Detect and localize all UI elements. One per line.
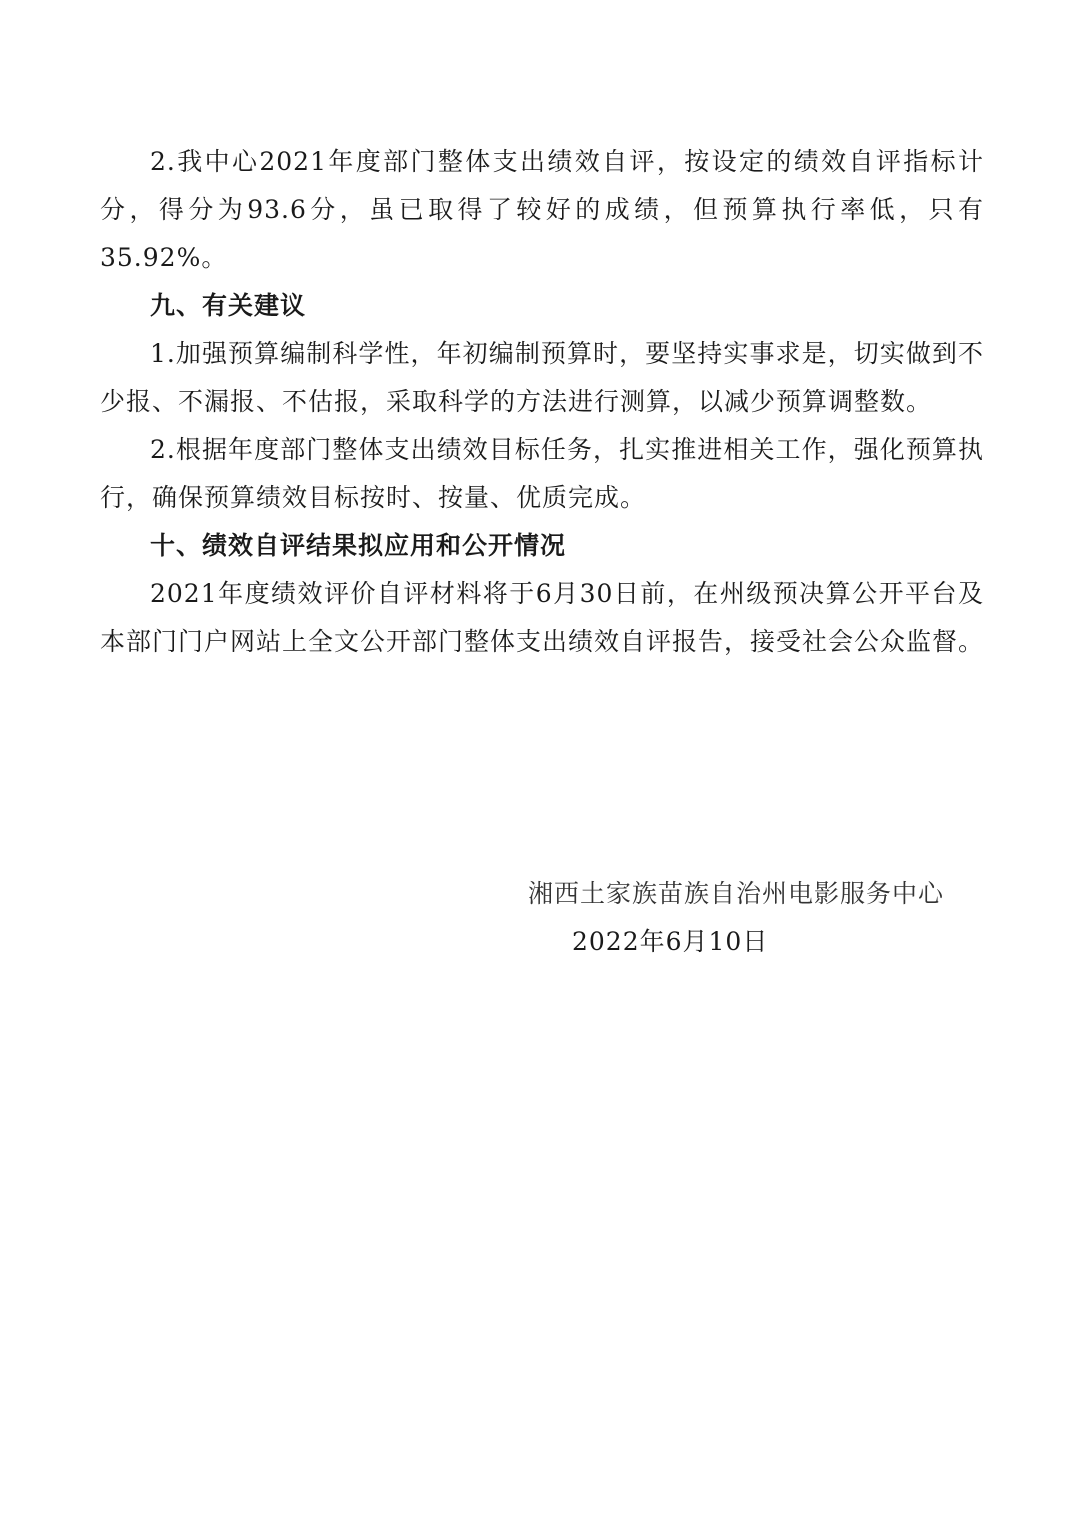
signature-date: 2022年6月10日 [572,927,769,956]
signature-organization: 湘西土家族苗族自治州电影服务中心 [528,879,945,908]
paragraph-disclosure: 2021年度绩效评价自评材料将于6月30日前，在州级预决算公开平台及本部门门户网站上全文公开部门整体支出绩效自评报告，接受社会公众监督。 [100,579,985,656]
paragraph-suggestion-2: 2.根据年度部门整体支出绩效目标任务，扎实推进相关工作，强化预算执行，确保预算绩效目标按时、按量、优质完成。 [100,435,984,512]
section-heading-results-disclosure: 十、绩效自评结果拟应用和公开情况 [150,531,567,560]
document-body [100,138,984,666]
paragraph-suggestion-1: 1.加强预算编制科学性，年初编制预算时，要坚持实事求是，切实做到不少报、不漏报、不估报，采取科学的方法进行测算，以减少预算调整数。 [100,339,984,416]
signature-block [528,870,988,966]
section-heading-suggestions: 九、有关建议 [150,291,307,320]
paragraph-score-summary: 2.我中心2021年度部门整体支出绩效自评，按设定的绩效自评指标计分，得分为93.6分，虽已取得了较好的成绩，但预算执行率低，只有35.92%。 [100,147,984,272]
